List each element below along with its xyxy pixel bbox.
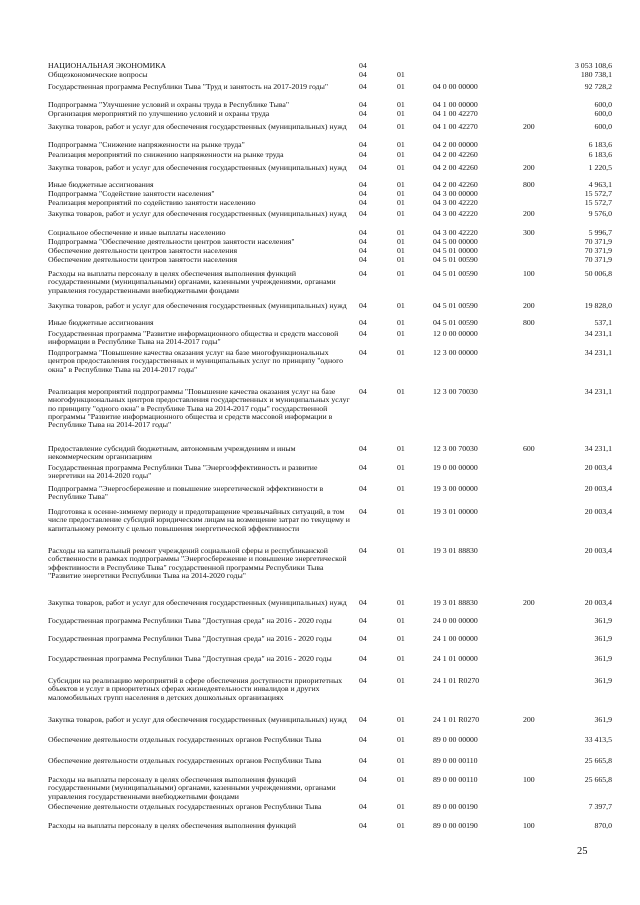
cell-cs: 24 1 00 00000 xyxy=(433,634,478,643)
cell-name: Подпрограмма "Содействие занятости населения" xyxy=(48,189,215,198)
cell-cs: 89 0 00 00190 xyxy=(433,802,478,811)
cell-vr: 200 xyxy=(523,301,535,310)
cell-rz: 04 xyxy=(359,150,367,159)
cell-pr: 01 xyxy=(397,735,405,744)
cell-sum: 6 183,6 xyxy=(588,140,612,149)
cell-rz: 04 xyxy=(359,209,367,218)
cell-name: Субсидии на реализацию мероприятий в сфере обеспечения доступности приоритетных объектов и услуг в приоритетных сферах жизнедеятельности инвалидов и других маломобильных групп населения в детских дошкольных организациях xyxy=(48,676,343,702)
cell-pr: 01 xyxy=(397,676,405,685)
cell-cs: 04 2 00 42260 xyxy=(433,180,478,189)
cell-rz: 04 xyxy=(359,802,367,811)
cell-sum: 33 413,5 xyxy=(584,735,612,744)
cell-rz: 04 xyxy=(359,546,367,555)
cell-name: Социальное обеспечение и иные выплаты населению xyxy=(48,228,226,237)
cell-sum: 3 053 108,6 xyxy=(574,61,612,70)
cell-name: Государственная программа Республики Тыва "Доступная среда" на 2016 - 2020 годы xyxy=(48,616,332,625)
cell-sum: 4 963,1 xyxy=(588,180,612,189)
cell-rz: 04 xyxy=(359,109,367,118)
cell-name: Обеспечение деятельности центров занятости населения xyxy=(48,255,238,264)
cell-sum: 25 665,8 xyxy=(584,756,612,765)
cell-sum: 15 572,7 xyxy=(584,198,612,207)
cell-sum: 361,9 xyxy=(594,676,612,685)
cell-rz: 04 xyxy=(359,228,367,237)
cell-cs: 04 0 00 00000 xyxy=(433,82,478,91)
cell-name: Иные бюджетные ассигнования xyxy=(48,180,154,189)
cell-name: Расходы на выплаты персоналу в целях обеспечения выполнения функций государственными (муниципальными) органами, казенными учреждениями, органами управления государственными внебюджетными фондами xyxy=(48,775,336,801)
cell-sum: 20 003,4 xyxy=(584,546,612,555)
cell-cs: 04 1 00 42270 xyxy=(433,122,478,131)
cell-sum: 20 003,4 xyxy=(584,507,612,516)
cell-cs: 19 3 01 00000 xyxy=(433,507,478,516)
cell-pr: 01 xyxy=(397,387,405,396)
cell-pr: 01 xyxy=(397,348,405,357)
cell-sum: 361,9 xyxy=(594,634,612,643)
cell-name: Расходы на капитальный ремонт учреждений социальной сферы и республиканской собственности в рамках подпрограммы "Энергосбережение и повышение энергетической эффективности в Республике Тыва" государственной программы Республики Тыва "Развитие энергетики Республики Тыва на 2014-2020 годы" xyxy=(48,546,347,580)
cell-name: Реализация мероприятий по содействию занятости населению xyxy=(48,198,256,207)
cell-rz: 04 xyxy=(359,444,367,453)
cell-sum: 70 371,9 xyxy=(584,237,612,246)
cell-pr: 01 xyxy=(397,598,405,607)
cell-rz: 04 xyxy=(359,180,367,189)
cell-sum: 34 231,1 xyxy=(584,348,612,357)
cell-pr: 01 xyxy=(397,715,405,724)
cell-rz: 04 xyxy=(359,269,367,278)
cell-name: Подпрограмма "Снижение напряженности на рынке труда" xyxy=(48,140,245,149)
cell-pr: 01 xyxy=(397,775,405,784)
cell-vr: 600 xyxy=(523,444,535,453)
cell-name: НАЦИОНАЛЬНАЯ ЭКОНОМИКА xyxy=(48,61,167,70)
cell-vr: 200 xyxy=(523,598,535,607)
cell-vr: 100 xyxy=(523,269,535,278)
cell-cs: 12 3 00 70030 xyxy=(433,444,478,453)
cell-name: Общеэкономические вопросы xyxy=(48,70,148,79)
cell-sum: 1 220,5 xyxy=(588,163,612,172)
cell-pr: 01 xyxy=(397,484,405,493)
cell-pr: 01 xyxy=(397,269,405,278)
cell-rz: 04 xyxy=(359,775,367,784)
cell-name: Подготовка к осенне-зимнему периоду и предотвращение чрезвычайных ситуаций, в том числе предоставление субсидий юридическим лицам на возмещение затрат по текущему и капитальному ремонту с целью повышения энергетической эффективности xyxy=(48,507,350,533)
cell-rz: 04 xyxy=(359,163,367,172)
cell-name: Иные бюджетные ассигнования xyxy=(48,318,154,327)
cell-sum: 361,9 xyxy=(594,715,612,724)
cell-vr: 200 xyxy=(523,715,535,724)
cell-rz: 04 xyxy=(359,387,367,396)
cell-pr: 01 xyxy=(397,209,405,218)
cell-rz: 04 xyxy=(359,484,367,493)
cell-cs: 19 3 01 88830 xyxy=(433,546,478,555)
cell-cs: 89 0 00 00190 xyxy=(433,821,478,830)
cell-sum: 361,9 xyxy=(594,616,612,625)
cell-pr: 01 xyxy=(397,329,405,338)
cell-rz: 04 xyxy=(359,255,367,264)
cell-name: Закупка товаров, работ и услуг для обеспечения государственных (муниципальных) нужд xyxy=(48,209,347,218)
cell-pr: 01 xyxy=(397,70,405,79)
cell-pr: 01 xyxy=(397,318,405,327)
cell-name: Закупка товаров, работ и услуг для обеспечения государственных (муниципальных) нужд xyxy=(48,715,347,724)
cell-pr: 01 xyxy=(397,198,405,207)
cell-name: Подпрограмма "Обеспечение деятельности центров занятости населения" xyxy=(48,237,295,246)
cell-sum: 70 371,9 xyxy=(584,246,612,255)
cell-rz: 04 xyxy=(359,198,367,207)
cell-pr: 01 xyxy=(397,246,405,255)
cell-pr: 01 xyxy=(397,444,405,453)
cell-cs: 19 3 00 00000 xyxy=(433,484,478,493)
cell-name: Закупка товаров, работ и услуг для обеспечения государственных (муниципальных) нужд xyxy=(48,122,347,131)
cell-rz: 04 xyxy=(359,463,367,472)
cell-cs: 24 1 01 00000 xyxy=(433,654,478,663)
cell-name: Закупка товаров, работ и услуг для обеспечения государственных (муниципальных) нужд xyxy=(48,301,347,310)
cell-name: Обеспечение деятельности отдельных государственных органов Республики Тыва xyxy=(48,802,322,811)
cell-pr: 01 xyxy=(397,228,405,237)
cell-sum: 15 572,7 xyxy=(584,189,612,198)
cell-sum: 20 003,4 xyxy=(584,463,612,472)
cell-rz: 04 xyxy=(359,82,367,91)
cell-name: Расходы на выплаты персоналу в целях обеспечения выполнения функций государственными (муниципальными) органами, казенными учреждениями, органами управления государственными внебюджетными фондами xyxy=(48,269,336,295)
cell-name: Обеспечение деятельности центров занятости населения xyxy=(48,246,238,255)
cell-name: Закупка товаров, работ и услуг для обеспечения государственных (муниципальных) нужд xyxy=(48,598,347,607)
cell-pr: 01 xyxy=(397,140,405,149)
cell-name: Реализация мероприятий подпрограммы "Повышение качества оказания услуг на базе многофункциональных центров предоставления государственных и муниципальных услуг по принципу "одного окна" в Республике Тыва на 2014-2017 годы" государственной программы "Развитие информационного общества и средств массовой информации в Республике Тыва на 2014-2017 годы" xyxy=(48,387,350,430)
cell-cs: 04 1 00 42270 xyxy=(433,109,478,118)
cell-rz: 04 xyxy=(359,598,367,607)
cell-pr: 01 xyxy=(397,616,405,625)
cell-sum: 600,0 xyxy=(594,109,612,118)
cell-sum: 6 183,6 xyxy=(588,150,612,159)
cell-pr: 01 xyxy=(397,756,405,765)
cell-cs: 04 3 00 00000 xyxy=(433,189,478,198)
cell-rz: 04 xyxy=(359,821,367,830)
cell-name: Закупка товаров, работ и услуг для обеспечения государственных (муниципальных) нужд xyxy=(48,163,347,172)
cell-rz: 04 xyxy=(359,246,367,255)
cell-pr: 01 xyxy=(397,463,405,472)
cell-pr: 01 xyxy=(397,802,405,811)
cell-sum: 361,9 xyxy=(594,654,612,663)
cell-rz: 04 xyxy=(359,348,367,357)
cell-pr: 01 xyxy=(397,163,405,172)
cell-cs: 04 5 01 00590 xyxy=(433,318,478,327)
cell-rz: 04 xyxy=(359,654,367,663)
cell-sum: 5 996,7 xyxy=(588,228,612,237)
cell-cs: 12 3 00 00000 xyxy=(433,348,478,357)
cell-sum: 7 397,7 xyxy=(588,802,612,811)
cell-cs: 24 0 00 00000 xyxy=(433,616,478,625)
cell-sum: 537,1 xyxy=(594,318,612,327)
cell-sum: 50 006,8 xyxy=(584,269,612,278)
cell-cs: 04 3 00 42220 xyxy=(433,209,478,218)
cell-pr: 01 xyxy=(397,301,405,310)
cell-rz: 04 xyxy=(359,189,367,198)
cell-vr: 200 xyxy=(523,122,535,131)
cell-vr: 200 xyxy=(523,163,535,172)
cell-sum: 25 665,8 xyxy=(584,775,612,784)
cell-cs: 19 0 00 00000 xyxy=(433,463,478,472)
cell-vr: 100 xyxy=(523,775,535,784)
cell-cs: 04 2 00 42260 xyxy=(433,163,478,172)
cell-rz: 04 xyxy=(359,507,367,516)
cell-pr: 01 xyxy=(397,82,405,91)
cell-pr: 01 xyxy=(397,546,405,555)
cell-cs: 04 5 01 00000 xyxy=(433,246,478,255)
cell-cs: 04 1 00 00000 xyxy=(433,100,478,109)
cell-rz: 04 xyxy=(359,735,367,744)
cell-sum: 34 231,1 xyxy=(584,329,612,338)
cell-rz: 04 xyxy=(359,301,367,310)
cell-rz: 04 xyxy=(359,634,367,643)
cell-sum: 600,0 xyxy=(594,122,612,131)
cell-cs: 04 2 00 00000 xyxy=(433,140,478,149)
cell-name: Предоставление субсидий бюджетным, автономным учреждениям и иным некоммерческим организациям xyxy=(48,444,296,462)
cell-cs: 89 0 00 00110 xyxy=(433,775,478,784)
cell-name: Обеспечение деятельности отдельных государственных органов Республики Тыва xyxy=(48,756,322,765)
cell-rz: 04 xyxy=(359,616,367,625)
cell-pr: 01 xyxy=(397,821,405,830)
cell-name: Государственная программа Республики Тыва "Доступная среда" на 2016 - 2020 годы xyxy=(48,634,332,643)
cell-sum: 9 576,0 xyxy=(588,209,612,218)
cell-sum: 19 828,0 xyxy=(584,301,612,310)
cell-sum: 870,0 xyxy=(594,821,612,830)
cell-name: Обеспечение деятельности отдельных государственных органов Республики Тыва xyxy=(48,735,322,744)
cell-pr: 01 xyxy=(397,237,405,246)
cell-vr: 800 xyxy=(523,180,535,189)
cell-pr: 01 xyxy=(397,122,405,131)
cell-name: Подпрограмма "Энергосбережение и повышение энергетической эффективности в Республике Тыва" xyxy=(48,484,324,502)
cell-pr: 01 xyxy=(397,507,405,516)
cell-name: Реализация мероприятий по снижению напряженности на рынке труда xyxy=(48,150,284,159)
cell-pr: 01 xyxy=(397,255,405,264)
cell-cs: 24 1 01 R0270 xyxy=(433,715,480,724)
cell-name: Организация мероприятий по улучшению условий и охраны труда xyxy=(48,109,270,118)
cell-name: Подпрограмма "Улучшение условий и охраны труда в Республике Тыва" xyxy=(48,100,290,109)
cell-pr: 01 xyxy=(397,634,405,643)
cell-sum: 180 738,1 xyxy=(580,70,612,79)
cell-rz: 04 xyxy=(359,100,367,109)
cell-pr: 01 xyxy=(397,109,405,118)
page-number: 25 xyxy=(577,846,588,857)
cell-cs: 04 2 00 42260 xyxy=(433,150,478,159)
cell-rz: 04 xyxy=(359,140,367,149)
cell-sum: 34 231,1 xyxy=(584,444,612,453)
cell-cs: 04 5 01 00590 xyxy=(433,255,478,264)
cell-sum: 92 728,2 xyxy=(584,82,612,91)
cell-cs: 04 5 00 00000 xyxy=(433,237,478,246)
cell-pr: 01 xyxy=(397,100,405,109)
cell-sum: 20 003,4 xyxy=(584,484,612,493)
cell-rz: 04 xyxy=(359,329,367,338)
cell-cs: 19 3 01 88830 xyxy=(433,598,478,607)
cell-name: Государственная программа Республики Тыва "Доступная среда" на 2016 - 2020 годы xyxy=(48,654,332,663)
cell-sum: 34 231,1 xyxy=(584,387,612,396)
cell-rz: 04 xyxy=(359,676,367,685)
cell-rz: 04 xyxy=(359,318,367,327)
cell-name: Государственная программа Республики Тыва "Энергоэффективность и развитие энергетики на 2014-2020 годы" xyxy=(48,463,318,481)
cell-pr: 01 xyxy=(397,180,405,189)
cell-vr: 100 xyxy=(523,821,535,830)
cell-sum: 70 371,9 xyxy=(584,255,612,264)
cell-vr: 200 xyxy=(523,209,535,218)
cell-cs: 89 0 00 00000 xyxy=(433,735,478,744)
cell-sum: 20 003,4 xyxy=(584,598,612,607)
cell-cs: 04 5 01 00590 xyxy=(433,301,478,310)
cell-cs: 24 1 01 R0270 xyxy=(433,676,480,685)
cell-cs: 04 3 00 42220 xyxy=(433,228,478,237)
cell-cs: 89 0 00 00110 xyxy=(433,756,478,765)
cell-vr: 800 xyxy=(523,318,535,327)
cell-rz: 04 xyxy=(359,61,367,70)
cell-rz: 04 xyxy=(359,756,367,765)
cell-cs: 04 5 01 00590 xyxy=(433,269,478,278)
cell-rz: 04 xyxy=(359,70,367,79)
cell-vr: 300 xyxy=(523,228,535,237)
cell-cs: 04 3 00 42220 xyxy=(433,198,478,207)
cell-pr: 01 xyxy=(397,150,405,159)
cell-name: Государственная программа Республики Тыва "Труд и занятость на 2017-2019 годы" xyxy=(48,82,329,91)
cell-rz: 04 xyxy=(359,122,367,131)
cell-cs: 12 3 00 70030 xyxy=(433,387,478,396)
cell-pr: 01 xyxy=(397,189,405,198)
cell-rz: 04 xyxy=(359,237,367,246)
cell-name: Расходы на выплаты персоналу в целях обеспечения выполнения функций xyxy=(48,821,297,830)
cell-name: Подпрограмма "Повышение качества оказания услуг на базе многофункциональных центров предоставления государственных и муниципальных услуг по принципу "одного окна" в Республике Тыва на 2014-2017 годы" xyxy=(48,348,343,374)
cell-sum: 600,0 xyxy=(594,100,612,109)
cell-rz: 04 xyxy=(359,715,367,724)
cell-name: Государственная программа "Развитие информационного общества и средств массовой информации в Республике Тыва на 2014-2017 годы" xyxy=(48,329,339,347)
cell-cs: 12 0 00 00000 xyxy=(433,329,478,338)
cell-pr: 01 xyxy=(397,654,405,663)
